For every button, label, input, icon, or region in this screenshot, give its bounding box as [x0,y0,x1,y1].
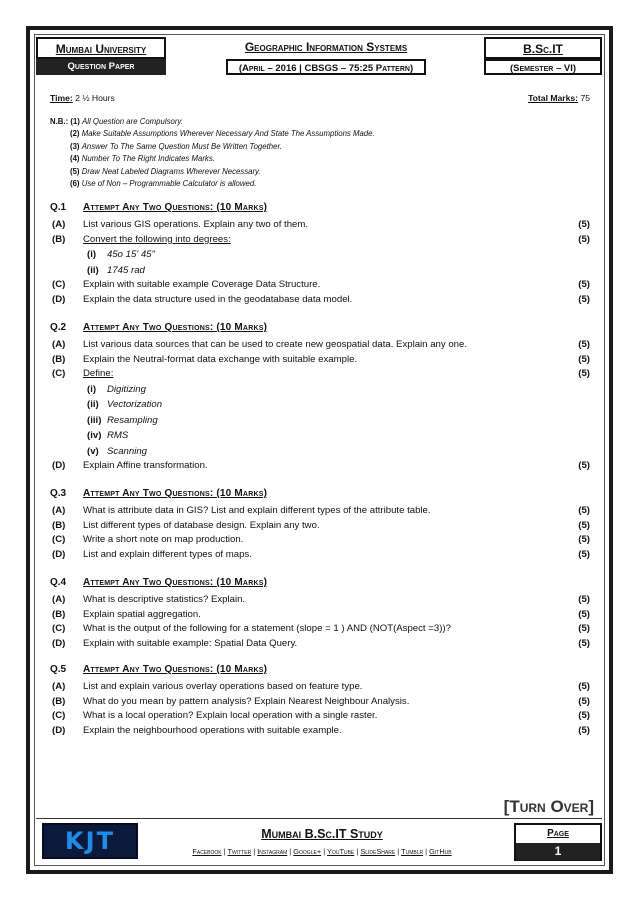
item-text: Explain with suitable example: Spatial Data Query. [83,637,298,649]
question-item [50,338,590,353]
social-link[interactable]: Twitter [227,847,252,856]
instruction-item [50,141,375,153]
question-block [50,200,590,307]
question-marks: (10 Marks) [216,322,268,333]
item-text: Explain spatial aggregation. [83,608,201,620]
social-link[interactable]: YouTube [327,847,355,856]
item-marks: (5) [578,623,590,635]
item-label: (A) [52,339,66,350]
social-link[interactable]: GitHub [429,847,452,856]
question-instruction [83,202,267,213]
item-marks: (5) [578,233,590,245]
semester: (Semester – VI) [484,59,602,75]
sub-item-text: Scanning [107,445,148,457]
page-label: Page [547,828,569,839]
item-marks: (5) [578,353,590,365]
question-block [50,662,590,738]
question-heading-text: Attempt Any Two Questions: [83,577,214,588]
sub-item-label: (ii) [87,399,99,411]
question-number: Q.5 [50,664,67,675]
instruction-number: (2) [70,129,80,139]
item-marks: (5) [578,293,590,305]
question-item [50,724,590,739]
item-label: (D) [52,460,66,472]
item-label: (C) [52,368,66,380]
item-label: (D) [52,548,66,560]
question-item [50,459,590,474]
item-marks: (5) [578,724,590,736]
question-heading [50,320,590,338]
item-label: (B) [52,353,66,365]
instruction-number: (5) [70,166,80,176]
sub-item [50,428,590,444]
item-marks: (5) [578,681,590,692]
instruction-number: (1) [70,117,80,126]
question-marks: (10 Marks) [216,664,268,675]
item-marks: (5) [578,279,590,291]
question-heading [50,575,590,593]
item-text: Explain with suitable example Coverage Data Structure. [83,279,321,291]
instruction-item [50,178,375,190]
sub-item-text: 45o 15' 45" [107,249,155,261]
sub-item [50,382,590,398]
exam-meta [50,93,590,103]
question-heading-text: Attempt Any Two Questions: [83,488,214,499]
item-marks: (5) [578,534,590,546]
time-label: Time: 2 ½ Hours [50,93,115,103]
sub-item-text: Resampling [107,414,158,426]
question-block [50,575,590,651]
instruction-text: Draw Neat Labeled Diagrams Wherever Necessary. [81,166,261,176]
question-item [50,278,590,293]
question-heading [50,662,590,680]
question-instruction [83,577,267,588]
question-item [50,367,590,382]
sub-item-label: (i) [87,383,97,395]
item-text: What do you mean by pattern analysis? Explain Nearest Neighbour Analysis. [83,695,410,707]
instruction-item [50,166,375,178]
item-label: (B) [52,519,66,531]
total-marks: Total Marks: 75 [528,93,590,103]
item-text: Explain the data structure used in the geodatabase data model. [83,293,353,305]
item-label: (C) [52,534,66,546]
exam-info: (April – 2016 | CBSGS – 75:25 Pattern) [226,59,426,75]
instruction-number: (6) [70,179,80,189]
sub-item-label: (v) [87,445,99,457]
item-marks: (5) [578,695,590,707]
item-label: (C) [52,623,66,635]
sub-item-label: (i) [87,249,97,261]
item-marks: (5) [578,594,590,605]
question-instruction [83,322,267,333]
item-label: (B) [52,608,66,620]
social-links: Facebook | Twitter | Instagram | Google+ | YouTube | SlideShare | Tumblr | GitHub [192,847,452,856]
item-text: Write a short note on map production. [83,534,244,546]
instruction-number: (4) [70,154,80,164]
item-text: What is descriptive statistics? Explain. [83,594,246,605]
question-number: Q.4 [50,577,67,588]
sub-item [50,247,590,263]
sub-item-text: RMS [107,430,129,442]
item-label: (A) [52,505,66,516]
footer [36,818,602,864]
social-link[interactable]: Instagram [257,847,288,856]
question-item [50,608,590,623]
item-marks: (5) [578,519,590,531]
page-box [514,823,602,861]
social-link[interactable]: Facebook [192,847,222,856]
course-name: B.Sc.IT [484,37,602,59]
item-text: List and explain different types of maps. [83,548,252,560]
question-item [50,695,590,710]
instruction-text: Number To The Right Indicates Marks. [81,154,215,164]
item-marks: (5) [578,460,590,472]
question-marks: (10 Marks) [216,202,268,213]
sub-item-label: (ii) [87,264,99,276]
sub-item-text: Vectorization [107,399,163,411]
question-heading-text: Attempt Any Two Questions: [83,202,214,213]
item-label: (A) [52,681,66,692]
question-item [50,622,590,637]
item-label: (D) [52,724,66,736]
item-marks: (5) [578,339,590,350]
item-text: List different types of database design. Explain any two. [83,519,320,531]
item-marks: (5) [578,710,590,722]
item-text: List various data sources that can be used to create new geospatial data. Explain any one. [83,339,467,350]
question-heading [50,200,590,218]
item-label: (C) [52,710,66,722]
question-item [50,637,590,652]
item-label: (C) [52,279,66,291]
question-item [50,504,590,519]
item-marks: (5) [578,548,590,560]
instruction-text: All Question are Compulsory. [82,117,183,126]
item-label: (D) [52,637,66,649]
item-label: (B) [52,233,66,245]
social-link[interactable]: SlideShare [360,847,396,856]
footer-title-block [142,819,502,856]
question-item [50,680,590,695]
instruction-item [50,128,375,140]
item-text: List and explain various overlay operations based on feature type. [83,681,363,692]
question-block [50,486,590,562]
item-marks: (5) [578,368,590,380]
subject-title: Geographic Information Systems [244,40,408,54]
question-instruction [83,664,267,675]
item-marks: (5) [578,505,590,516]
sub-item-text: Digitizing [107,383,146,395]
question-heading [50,486,590,504]
social-link[interactable]: Tumblr [401,847,424,856]
item-text: What is a local operation? Explain local operation with a single raster. [83,710,378,722]
university-name: Mumbai University [36,37,166,59]
paper-type: Question Paper [36,59,166,75]
item-marks: (5) [578,608,590,620]
item-text: Explain Affine transformation. [83,460,208,472]
question-item [50,519,590,534]
sub-item-label: (iii) [87,414,102,426]
item-text: Convert the following into degrees: [83,233,231,245]
instruction-item [50,153,375,165]
item-label: (D) [52,293,66,305]
sub-item [50,413,590,429]
sub-item-label: (iv) [87,430,102,442]
item-label: (A) [52,219,66,230]
item-text: Define: [83,368,114,380]
question-item [50,533,590,548]
paper-header [36,37,602,77]
sub-item-text: 1745 rad [107,264,145,276]
item-marks: (5) [578,219,590,230]
footer-title: Mumbai B.Sc.IT Study [261,827,383,841]
question-item [50,293,590,308]
question-item [50,233,590,248]
kjt-logo: KJT [42,823,138,859]
question-marks: (10 Marks) [216,577,268,588]
question-heading-text: Attempt Any Two Questions: [83,322,214,333]
question-heading-text: Attempt Any Two Questions: [83,664,214,675]
instruction-number: (3) [70,141,80,151]
item-label: (A) [52,594,66,605]
question-item [50,593,590,608]
item-text: What is attribute data in GIS? List and explain different types of the attribute table. [83,505,431,516]
item-marks: (5) [578,637,590,649]
item-text: List various GIS operations. Explain any two of them. [83,219,309,230]
question-number: Q.3 [50,488,67,499]
item-text: Explain the Neutral-format data exchange with suitable example. [83,353,358,365]
item-label: (B) [52,695,66,707]
question-number: Q.1 [50,202,67,213]
question-item [50,218,590,233]
question-item [50,548,590,563]
instruction-text: Answer To The Same Question Must Be Written Together. [81,141,282,151]
sub-item [50,444,590,460]
page-number: 1 [516,843,600,860]
instructions [50,116,375,190]
instruction-text: Make Suitable Assumptions Wherever Necessary And State The Assumptions Made. [81,129,375,139]
question-block [50,320,590,474]
turn-over: [Turn Over] [503,797,594,816]
question-instruction [83,488,267,499]
nb-label: N.B.: [50,117,69,126]
sub-item [50,263,590,279]
item-text: Explain the neighbourhood operations with suitable example. [83,724,342,736]
instruction-item [50,116,375,128]
question-number: Q.2 [50,322,67,333]
instruction-text: Use of Non – Programmable Calculator is allowed. [81,179,257,189]
question-item [50,353,590,368]
question-item [50,709,590,724]
question-marks: (10 Marks) [216,488,268,499]
social-link[interactable]: Google+ [293,847,322,856]
sub-item [50,397,590,413]
item-text: What is the output of the following for a statement (slope = 1 ) AND (NOT(Aspect =3))? [83,623,451,635]
